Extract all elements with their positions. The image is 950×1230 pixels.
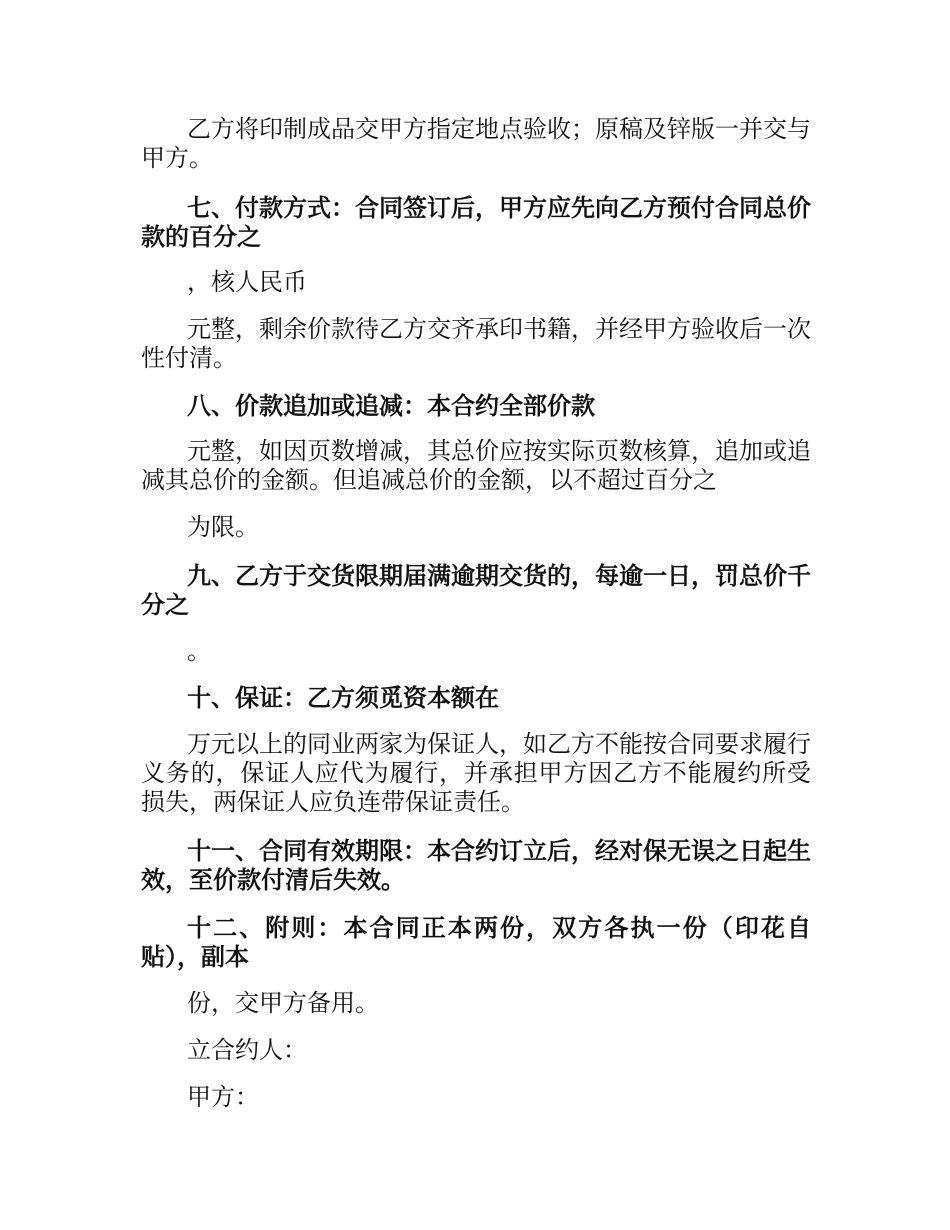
heading-clause-8-price-adjustment: 八、价款追加或追减：本合约全部价款 <box>187 391 595 420</box>
signatory-label: 立合约人： <box>187 1036 307 1064</box>
heading-clause-9-late-penalty: 九、乙方于交货限期届满逾期交货的，每逾一日，罚总价千分之 <box>141 561 811 619</box>
heading-clause-10-guarantee: 十、保证：乙方须觅资本额在 <box>187 683 499 712</box>
heading-clause-7-payment: 七、付款方式：合同签订后，甲方应先向乙方预付合同总价款的百分之 <box>141 193 811 251</box>
paragraph-rmb-amount: ，核人民币 <box>187 268 307 296</box>
paragraph-period: 。 <box>187 637 211 665</box>
heading-clause-12-supplementary: 十二、附则：本合同正本两份，双方各执一份（印花自贴），副本 <box>141 913 811 971</box>
party-a-label: 甲方： <box>187 1083 259 1111</box>
paragraph-acceptance: 乙方将印制成品交甲方指定地点验收；原稿及锌版一并交与甲方。 <box>141 115 811 172</box>
paragraph-guarantors: 万元以上的同业两家为保证人，如乙方不能按合同要求履行义务的，保证人应代为履行，并承担甲方因乙方不能履约所受损失，两保证人应负连带保证责任。 <box>141 730 811 816</box>
heading-clause-11-validity: 十一、合同有效期限：本合约订立后，经对保无误之日起生效，至价款付清后失效。 <box>141 836 811 894</box>
paragraph-copies: 份，交甲方备用。 <box>187 989 379 1017</box>
paragraph-price-adjustment: 元整，如因页数增减，其总价应按实际页数核算，追加或追减其总价的金额。但追减总价的金额，以不超过百分之 <box>141 437 811 494</box>
paragraph-limit: 为限。 <box>187 513 259 541</box>
paragraph-remaining-payment: 元整，剩余价款待乙方交齐承印书籍，并经甲方验收后一次性付清。 <box>141 315 811 372</box>
